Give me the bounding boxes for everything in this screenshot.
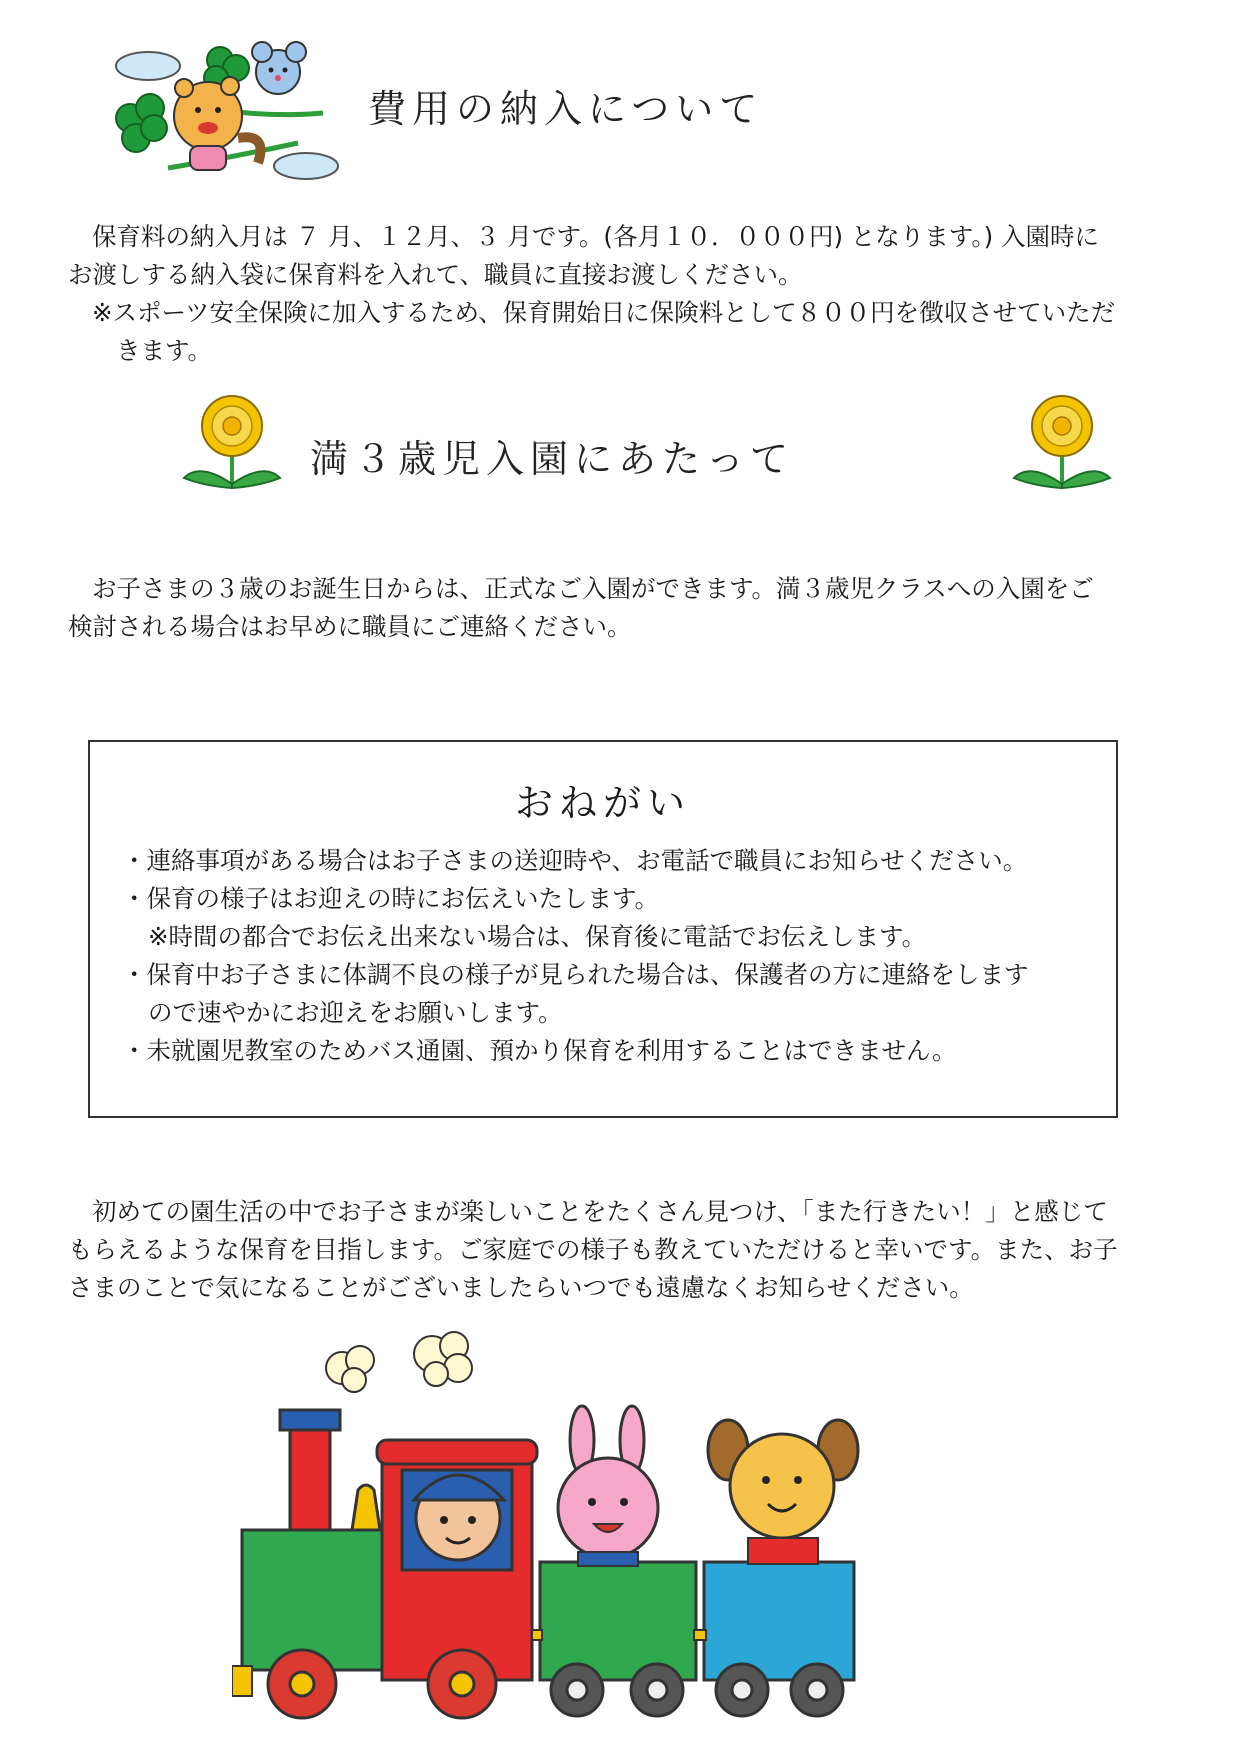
fee-line-3: ※スポーツ安全保険に加入するため、保育開始日に保険料として８００円を徴収させていただ [92, 298, 1116, 327]
tiger-mouse-clover-icon [108, 38, 348, 188]
closing-paragraph [68, 1193, 1178, 1307]
closing-line-3: さまのことで気になることがございましたらいつでも遠慮なくお知らせください。 [68, 1273, 974, 1302]
fee-section-title: 費用の納入について [368, 87, 764, 131]
notice-item: ・未就園児教室のためバス通園、預かり保育を利用することはできません。 [122, 1036, 957, 1065]
closing-line-1: 初めての園生活の中でお子さまが楽しいことをたくさん見つけ、「また行きたい！」と感じて [92, 1197, 1108, 1226]
animal-train-icon [232, 1330, 972, 1740]
notice-item-note: ※時間の都合でお伝え出来ない場合は、保育後に電話でお伝えします。 [148, 922, 927, 951]
age3-line-1: お子さまの３歳のお誕生日からは、正式なご入園ができます。満３歳児クラスへの入園をご [92, 574, 1094, 603]
notice-list [122, 842, 1112, 1070]
notice-box-title: おねがい [514, 781, 691, 825]
fee-line-4: きます。 [116, 336, 213, 365]
notice-item-continued: ので速やかにお迎えをお願いします。 [148, 998, 563, 1027]
age3-paragraph [68, 570, 1178, 646]
age3-section-title: 満３歳児入園にあたって [310, 437, 795, 481]
closing-line-2: もらえるような保育を目指します。ご家庭での様子も教えていただけると幸いです。また、お子 [68, 1235, 1118, 1264]
notice-item: ・保育の様子はお迎えの時にお伝えいたします。 [122, 884, 660, 913]
notice-box [88, 740, 1118, 1118]
age3-line-2: 検討される場合はお早めに職員にご連絡ください。 [68, 612, 632, 641]
dandelion-icon [1010, 392, 1114, 496]
fee-line-1: 保育料の納入月は ７ 月、１２月、３ 月です。(各月１０．０００円) となります。) 入園時に [92, 222, 1099, 251]
dandelion-icon [180, 392, 284, 496]
notice-item: ・保育中お子さまに体調不良の様子が見られた場合は、保護者の方に連絡をします [122, 960, 1029, 989]
fee-paragraph [68, 218, 1178, 370]
notice-item: ・連絡事項がある場合はお子さまの送迎時や、お電話で職員にお知らせください。 [122, 846, 1028, 875]
fee-line-2: お渡しする納入袋に保育料を入れて、職員に直接お渡しください。 [68, 260, 803, 289]
